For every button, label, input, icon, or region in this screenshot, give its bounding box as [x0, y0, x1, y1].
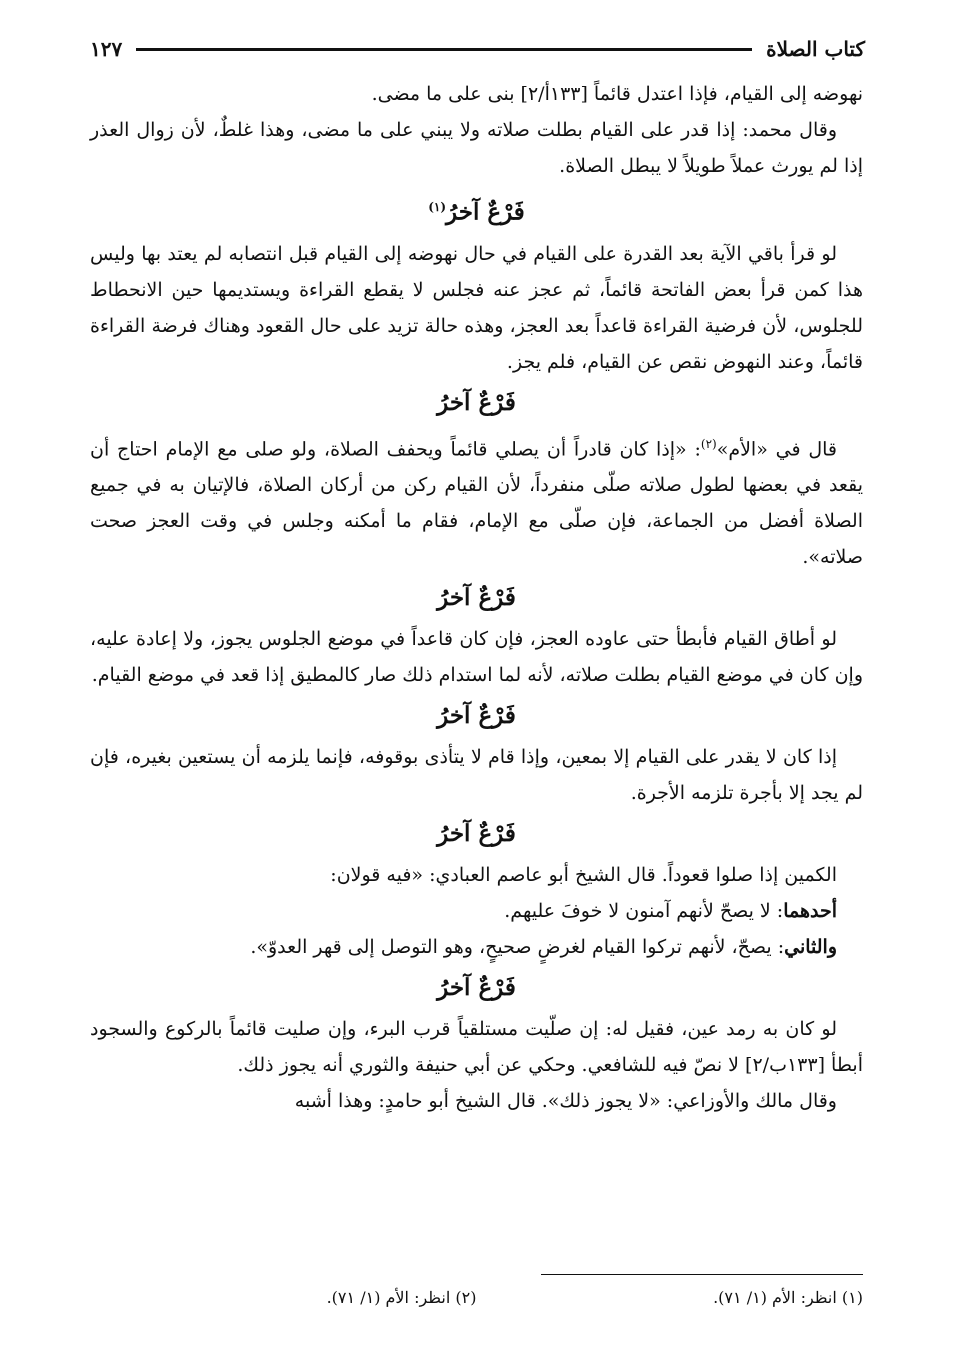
footnote-1: (١) انظر: الأم (١/ ٧١).	[713, 1288, 863, 1307]
paragraph-text: : «إذا كان قادراً أن يصلي قائماً ويحفف الصلاة، ولو صلى مع الإمام احتاج أن يقعد في بعضها لطول صلاته صلّى منفرداً، لأن القيام ركن من أركان الصلاة، فالإتيان به في جميع الصلاة أفضل من الجماعة، فإن صلّى مع الإمام، فقام ما أمكنه وجلس في وقت العجز صحت صلاته».	[90, 437, 863, 568]
paragraph-text: : يصحّ، لأنهم تركوا القيام لغرضٍ صحيحٍ، وهو التوصل إلى قهر العدوّ».	[250, 935, 785, 958]
section-heading	[90, 380, 863, 426]
footnote-2: (٢) انظر: الأم (١/ ٧١).	[326, 1288, 477, 1307]
section-heading	[90, 184, 863, 236]
page-number: ١٢٧	[90, 37, 123, 61]
paragraph: لو كان به رمد عين، فقيل له: إن صلّيت مستلقياً قرب البرء، وإن صليت قائماً بالركوع والسجود أبطأ [١٣٣ب/٢] لا نصّ فيه للشافعي. وحكي عن أبي حنيفة والثوري أنه يجوز ذلك.	[90, 1017, 863, 1076]
heading-text: فَرْعٌ آخرُ	[437, 973, 516, 1001]
paragraph: إذا كان لا يقدر على القيام إلا بمعين، وإذا قام لا يتأذى بوقوفه، فإنما يلزمه أن يستعين بغيره، فإن لم يجد إلا بأجرة تلزمه الأجرة.	[90, 745, 863, 804]
heading-text: فَرْعٌ آخرُ	[437, 583, 516, 611]
paragraph: وقال محمد: إذا قدر على القيام بطلت صلاته ولا يبني على ما مضى، وهذا غلطٌ، لأن زوال العذر إذا لم يورث عملاً طويلاً لا يبطل الصلاة.	[90, 119, 863, 177]
paragraph: وقال مالك والأوزاعي: «لا يجوز ذلك». قال الشيخ أبو حامدٍ: وهذا أشبه	[294, 1089, 837, 1112]
paragraph: لو أطاق القيام فأبطأ حتى عاوده العجز، فإن كان قاعداً في موضع الجلوس يجوز، ولا إعادة عليه، وإن كان في موضع القيام بطلت صلاته، لأنه لما استدام ذلك صار كالمطيق إذا قعد في موضع القيام.	[90, 627, 863, 686]
footnotes	[90, 1288, 863, 1316]
bold-term: والثاني	[784, 935, 837, 958]
chapter-title: كتاب الصلاة	[766, 37, 865, 61]
header-rule	[136, 48, 752, 51]
paragraph: الكمين إذا صلوا قعوداً. قال الشيخ أبو عاصم العبادي: «فيه قولان:	[330, 863, 837, 886]
paragraph	[90, 929, 863, 965]
page-body	[90, 76, 863, 1119]
footnote-marker: (١)	[428, 200, 447, 214]
section-heading	[90, 575, 863, 621]
running-head	[90, 34, 865, 64]
heading-text: فَرْعٌ آخرُ	[437, 388, 516, 416]
paragraph: لو قرأ باقي الآية بعد القدرة على القيام في حال نهوضه إلى القيام قبل انتصابه لم يعتد بها وليس هذا كمن قرأ بعض الفاتحة قائماً، ثم عجز عنه فجلس لا يقطع القراءة ويستديمها حين الانحطاط للجلوس، لأن فرضية القراءة قاعداً بعد العجز، وهذه حالة تزيد على حال القعود وهناك فرضة القراءة قائماً، وعند النهوض نقص عن القيام، فلم يجز.	[90, 242, 863, 373]
heading-text: فَرْعٌ آخرُ	[446, 198, 525, 226]
paragraph	[90, 426, 863, 575]
section-heading	[90, 693, 863, 739]
paragraph: نهوضه إلى القيام، فإذا اعتدل قائماً [١٣٣أ/٢] بنى على ما مضى.	[371, 83, 863, 105]
heading-text: فَرْعٌ آخرُ	[437, 701, 516, 729]
section-heading	[90, 811, 863, 857]
bold-term: أحدهما	[783, 899, 837, 922]
paragraph-text: قال في «الأم»	[716, 437, 837, 460]
paragraph	[90, 893, 863, 929]
footnote-rule	[541, 1274, 863, 1275]
heading-text: فَرْعٌ آخرُ	[437, 819, 516, 847]
section-heading	[90, 965, 863, 1011]
paragraph-text: : لا يصحّ لأنهم آمنون لا خوفَ عليهم.	[504, 899, 784, 922]
footnote-marker: (٢)	[700, 436, 717, 451]
